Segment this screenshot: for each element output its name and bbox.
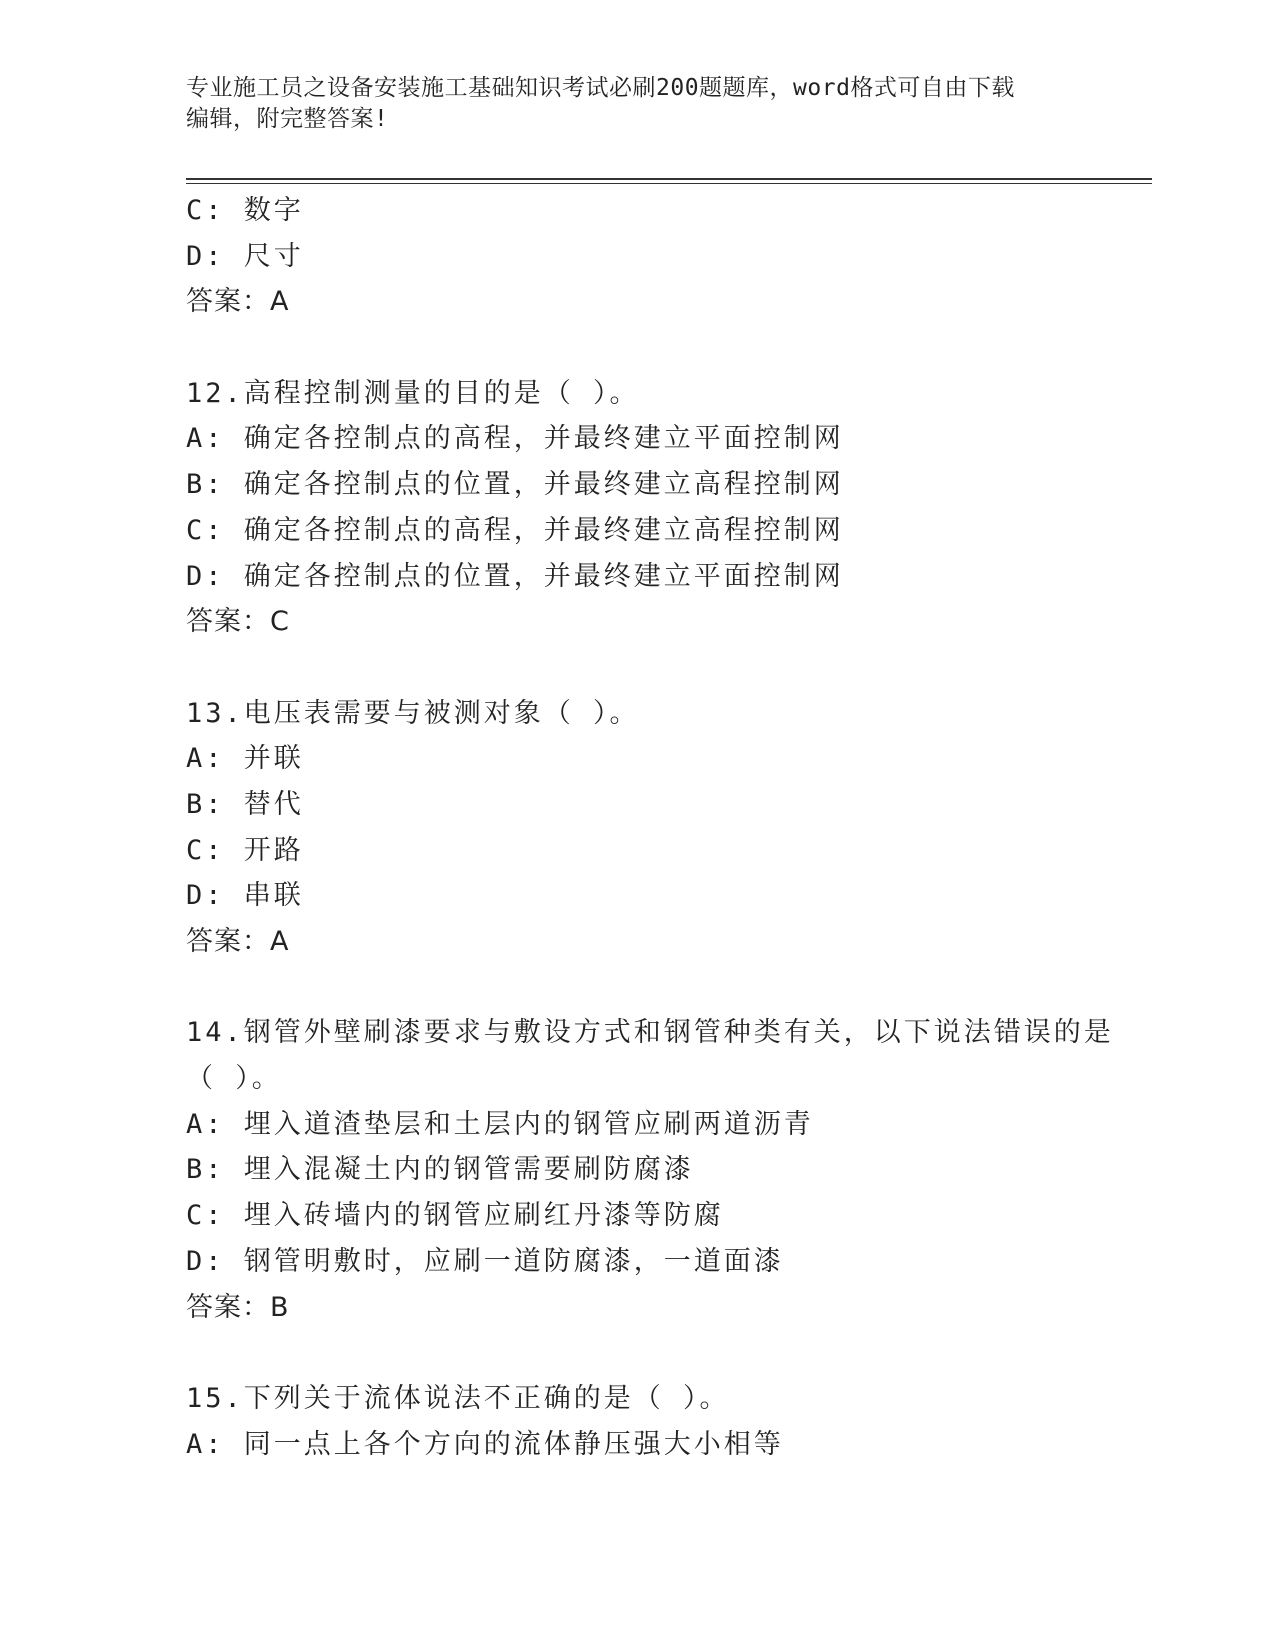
- document-header: [186, 73, 1086, 135]
- question-text: 12.高程控制测量的目的是（ ）。: [186, 377, 640, 409]
- option-c: C: 数字: [186, 195, 304, 226]
- answer-line: 答案：C: [186, 606, 290, 638]
- question-15: [186, 1376, 1086, 1467]
- question-11-tail: [186, 188, 1086, 325]
- spacer: [186, 965, 1086, 1011]
- option-b: B: 埋入混凝土内的钢管需要刷防腐漆: [186, 1154, 694, 1186]
- question-text-line-2: （ ）。: [186, 1063, 282, 1095]
- option-b: B: 确定各控制点的位置，并最终建立高程控制网: [186, 469, 844, 501]
- header-divider-thick: [186, 178, 1152, 180]
- question-text: 15.下列关于流体说法不正确的是（ ）。: [186, 1382, 730, 1414]
- question-text-line-1: 14.钢管外壁刷漆要求与敷设方式和钢管种类有关，以下说法错误的是: [186, 1017, 1114, 1049]
- option-c: C: 埋入砖墙内的钢管应刷红丹漆等防腐: [186, 1200, 724, 1232]
- header-title-line-2: 编辑，附完整答案!: [186, 106, 389, 132]
- spacer: [186, 1330, 1086, 1376]
- option-d: D: 串联: [186, 880, 304, 912]
- option-a: A: 埋入道渣垫层和土层内的钢管应刷两道沥青: [186, 1108, 814, 1140]
- question-13: [186, 691, 1086, 965]
- option-c: C: 确定各控制点的高程，并最终建立高程控制网: [186, 514, 844, 546]
- spacer: [186, 325, 1086, 371]
- option-c: C: 开路: [186, 834, 304, 866]
- answer-line: 答案：A: [186, 286, 290, 318]
- question-12: [186, 371, 1086, 645]
- option-a: A: 确定各控制点的高程，并最终建立平面控制网: [186, 423, 844, 455]
- spacer: [186, 645, 1086, 691]
- question-14: [186, 1010, 1114, 1330]
- option-d: D: 尺寸: [186, 240, 304, 272]
- option-a: A: 同一点上各个方向的流体静压强大小相等: [186, 1428, 784, 1460]
- question-list: [186, 188, 1114, 1467]
- option-a: A: 并联: [186, 743, 304, 775]
- option-d: D: 钢管明敷时，应刷一道防腐漆，一道面漆: [186, 1245, 784, 1277]
- answer-line: 答案：B: [186, 1291, 290, 1323]
- answer-line: 答案：A: [186, 926, 290, 957]
- header-title-line-1: 专业施工员之设备安装施工基础知识考试必刷200题题库，word格式可自由下载: [186, 75, 1015, 101]
- question-text: 13.电压表需要与被测对象（ ）。: [186, 697, 640, 729]
- option-d: D: 确定各控制点的位置，并最终建立平面控制网: [186, 560, 844, 592]
- option-b: B: 替代: [186, 788, 304, 820]
- header-divider-thin: [186, 183, 1152, 184]
